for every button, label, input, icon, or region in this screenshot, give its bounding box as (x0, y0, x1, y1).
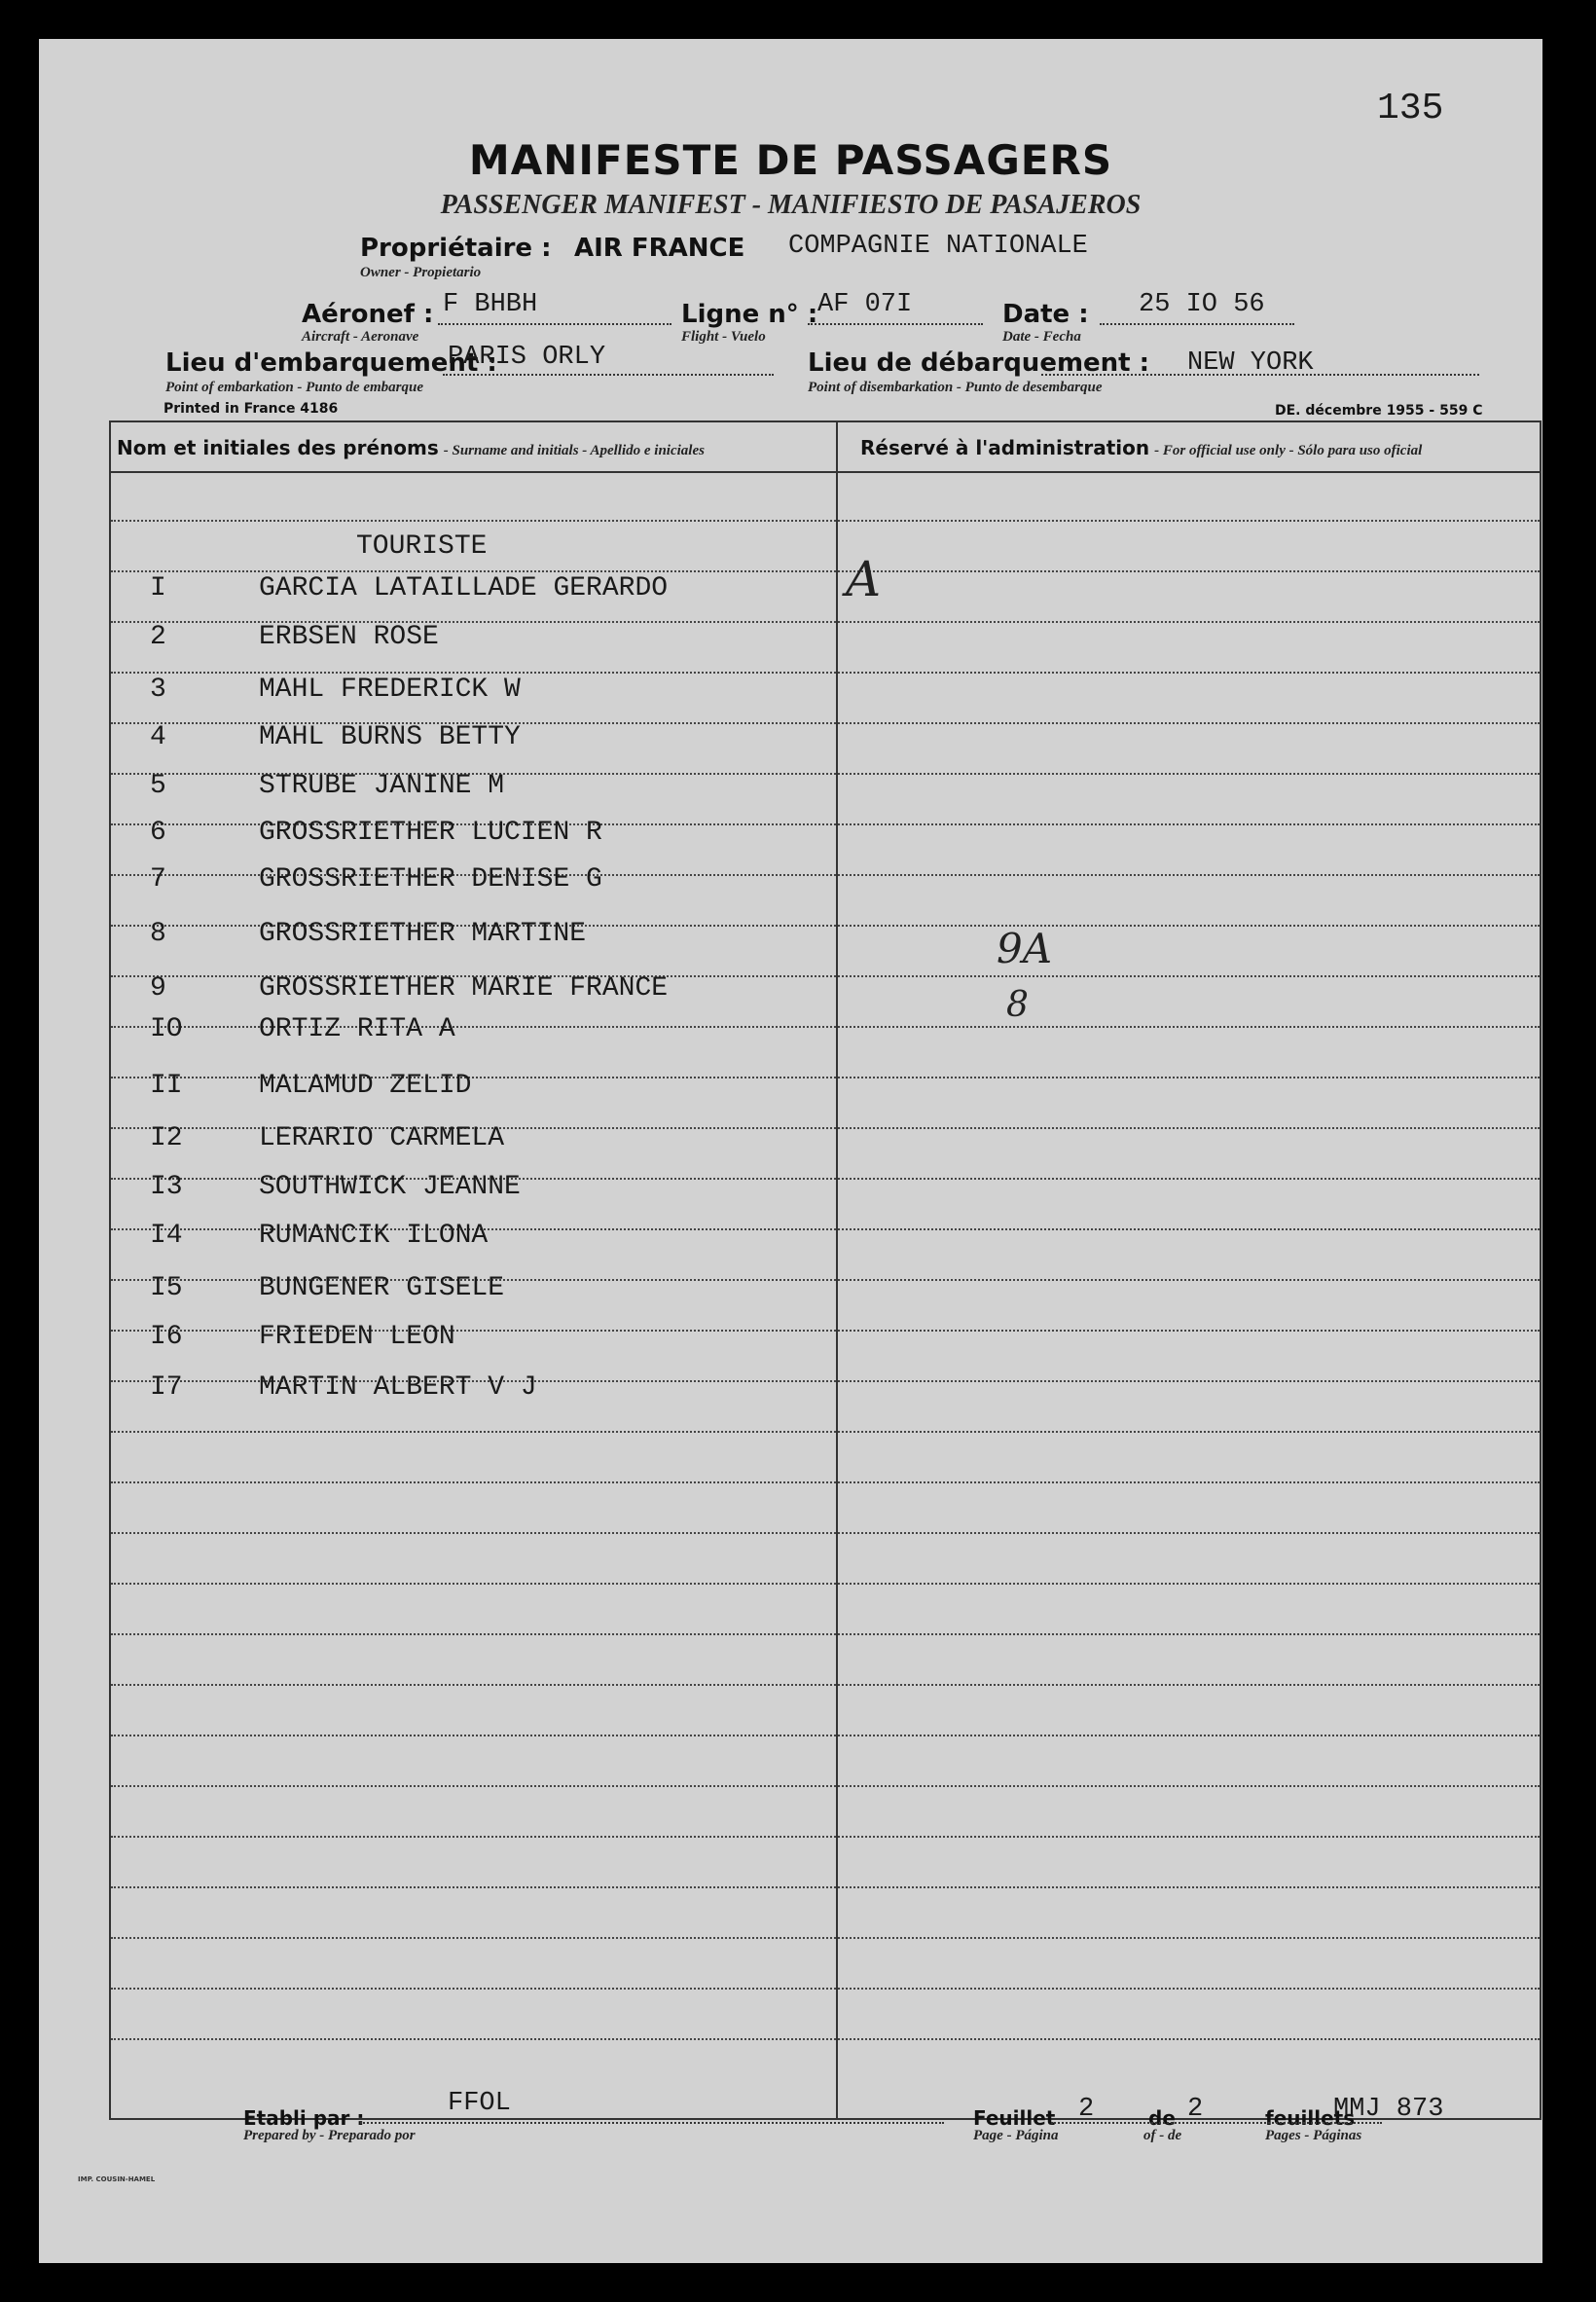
pages-sublabel: Pages - Páginas (1265, 2128, 1362, 2143)
flight-label: Ligne n° : (681, 300, 818, 329)
prepared-by-sublabel: Prepared by - Preparado por (243, 2128, 416, 2143)
embarkation-sublabel: Point of embarkation - Punto de embarque (165, 380, 424, 395)
table-rule (111, 1684, 1540, 1686)
passenger-number: 3 (150, 675, 166, 705)
passenger-number: I (150, 573, 166, 603)
passenger-name: GARCIA LATAILLADE GERARDO (259, 573, 669, 603)
passenger-name: SOUTHWICK JEANNE (259, 1172, 521, 1202)
embarkation-label: Lieu d'embarquement : (165, 348, 497, 378)
table-rule (111, 520, 1540, 522)
header-left (117, 436, 705, 460)
form-code: DE. décembre 1955 - 559 C (1275, 403, 1483, 419)
header-right (860, 436, 1422, 460)
passenger-number: 2 (150, 622, 166, 652)
passenger-number: I4 (150, 1221, 183, 1251)
page-number: 135 (1377, 88, 1444, 129)
passenger-number: I2 (150, 1123, 183, 1153)
table-rule (111, 1785, 1540, 1787)
table-rule (111, 570, 1540, 572)
disembarkation-sublabel: Point of disembarkation - Punto de desembarque (808, 380, 1103, 395)
passenger-name: GROSSRIETHER MARTINE (259, 919, 587, 949)
table-rule (111, 1532, 1540, 1534)
prepared-by-value: FFOL (448, 2089, 511, 2118)
table-rule (111, 2038, 1540, 2040)
passenger-number: 4 (150, 722, 166, 752)
passenger-name: ERBSEN ROSE (259, 622, 439, 652)
passenger-number: 6 (150, 818, 166, 848)
passenger-name: STRUBE JANINE M (259, 771, 505, 801)
printed-in: Printed in France 4186 (163, 401, 339, 417)
passenger-number: 7 (150, 864, 166, 895)
passenger-number: 5 (150, 771, 166, 801)
imprint: IMP. COUSIN-HAMEL (78, 2175, 156, 2183)
table-rule (111, 1633, 1540, 1635)
passenger-table (109, 420, 1542, 2120)
owner-printed-value: AIR FRANCE (574, 234, 745, 263)
passenger-name: LERARIO CARMELA (259, 1123, 505, 1153)
aircraft-value: F BHBH (443, 290, 538, 319)
passenger-number: 8 (150, 919, 166, 949)
column-divider (836, 422, 838, 2118)
header-left-title: Nom et initiales des prénoms (117, 436, 439, 459)
passenger-number: II (150, 1071, 183, 1101)
table-rule (111, 1583, 1540, 1585)
official-note-8: 8 (1006, 985, 1029, 1025)
flight-sublabel: Flight - Vuelo (681, 329, 766, 345)
passenger-number: I6 (150, 1322, 183, 1352)
header-left-subtitle: - Surname and initials - Apellido e iniciales (443, 443, 705, 458)
of-value: 2 (1187, 2095, 1204, 2124)
table-rule (111, 1937, 1540, 1939)
reference-code: MMJ 873 (1333, 2095, 1444, 2124)
prepared-by-label: Etabli par : (243, 2106, 365, 2130)
pages-label: feuillets (1265, 2106, 1356, 2130)
passenger-name: FRIEDEN LEON (259, 1322, 455, 1352)
date-label: Date : (1002, 300, 1089, 329)
header-right-subtitle: - For official use only - Sólo para uso oficial (1154, 443, 1423, 458)
owner-label: Propriétaire : (360, 234, 552, 263)
of-sublabel: of - de (1143, 2128, 1182, 2143)
passenger-name: MARTIN ALBERT V J (259, 1372, 537, 1403)
passenger-name: GROSSRIETHER DENISE G (259, 864, 602, 895)
table-rule (111, 1481, 1540, 1483)
table-rule (111, 1886, 1540, 1888)
manifest-sheet (39, 39, 1542, 2263)
passenger-number: 9 (150, 973, 166, 1004)
passenger-name: GROSSRIETHER LUCIEN R (259, 818, 602, 848)
table-rule (111, 1988, 1540, 1990)
passenger-name: MALAMUD ZELID (259, 1071, 472, 1101)
owner-typed-value: COMPAGNIE NATIONALE (788, 232, 1088, 261)
passenger-name: MAHL FREDERICK W (259, 675, 521, 705)
disembarkation-label: Lieu de débarquement : (808, 348, 1150, 378)
disembarkation-value: NEW YORK (1187, 348, 1314, 378)
passenger-name: GROSSRIETHER MARIE FRANCE (259, 973, 669, 1004)
passenger-number: I5 (150, 1273, 183, 1303)
page-value: 2 (1078, 2095, 1095, 2124)
date-value: 25 IO 56 (1139, 290, 1265, 319)
class-label: TOURISTE (356, 531, 488, 562)
official-note-a: A (846, 551, 882, 607)
official-note-9a: 9A (997, 925, 1053, 972)
embarkation-value: PARIS ORLY (448, 343, 606, 372)
passenger-name: RUMANCIK ILONA (259, 1221, 489, 1251)
of-label: de (1148, 2106, 1176, 2130)
table-rule (111, 1431, 1540, 1433)
table-rule (111, 1735, 1540, 1736)
passenger-number: I3 (150, 1172, 183, 1202)
passenger-number: I7 (150, 1372, 183, 1403)
table-rule (111, 1836, 1540, 1838)
header-right-title: Réservé à l'administration (860, 436, 1150, 459)
aircraft-label: Aéronef : (302, 300, 434, 329)
passenger-name: MAHL BURNS BETTY (259, 722, 521, 752)
passenger-name: ORTIZ RITA A (259, 1014, 455, 1044)
date-sublabel: Date - Fecha (1002, 329, 1081, 345)
owner-sublabel: Owner - Propietario (360, 265, 482, 280)
aircraft-sublabel: Aircraft - Aeronave (302, 329, 419, 345)
page-sublabel: Page - Página (973, 2128, 1059, 2143)
table-rule (111, 672, 1540, 674)
passenger-name: BUNGENER GISELE (259, 1273, 505, 1303)
page-label: Feuillet (973, 2106, 1056, 2130)
document-title: MANIFESTE DE PASSAGERS (468, 136, 1113, 184)
document-subtitle: PASSENGER MANIFEST - MANIFIESTO DE PASAJEROS (440, 190, 1142, 220)
flight-value: AF 07I (817, 290, 913, 319)
passenger-number: IO (150, 1014, 183, 1044)
